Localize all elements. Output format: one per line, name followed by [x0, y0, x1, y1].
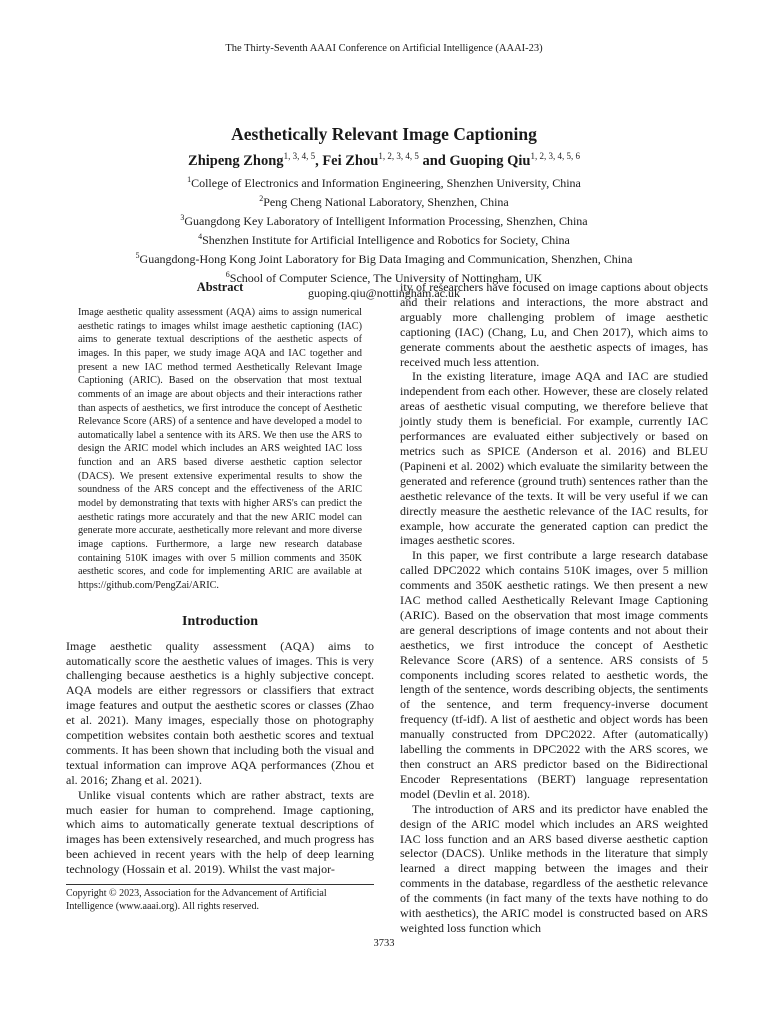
author-separator: and	[418, 152, 450, 169]
affiliation-mark: 5	[135, 251, 140, 260]
affiliation-line	[0, 229, 768, 248]
author-name: Guoping Qiu	[449, 152, 531, 169]
author-separator: ,	[315, 152, 323, 169]
right-column	[400, 280, 708, 936]
introduction-heading: Introduction	[182, 613, 258, 629]
affiliation-text: College of Electronics and Information Engineering, Shenzhen University, China	[191, 176, 581, 190]
author-affiliation-marks: 1, 2, 3, 4, 5	[378, 151, 419, 161]
abstract-text: Image aesthetic quality assessment (AQA) aims to assign numerical aesthetic ratings to images whilst image aesthetic captioning (IAC) aims to generate textual descriptions of the aesthetic aspects of images. In this paper, we study image AQA and IAC together and present a new IAC method termed Aesthetically Relevant Image Captioning (ARIC). Based on the observation that most textual comments of an image are about objects and their interactions rather than aspects of aesthetics, we first introduce the concept of Aesthetic Relevance Score (ARS) of a sentence and have developed a model to automatically label a sentence with its ARS. We then use the ARS to design the ARIC model which includes an ARS weighted IAC loss function and an ARS based diverse aesthetic caption selector (DACS). We present extensive experimental results to show the soundness of the ARS concept and the effectiveness of the ARIC model by demonstrating that texts with higher ARS's can predict the aesthetic ratings more accurately and that the new ARIC model can generate more accurate, aesthetically more relevant and more diverse image captions. Furthermore, a large new research database containing 510K images with over 5 million comments and 350K aesthetic scores, and code for implementing ARIC are available at https://github.com/PengZai/ARIC.	[78, 306, 362, 592]
abstract-section	[66, 306, 374, 593]
affiliation-line	[0, 172, 768, 191]
affiliation-text: Guangdong-Hong Kong Joint Laboratory for Big Data Imaging and Communication, Shenzhen, China	[139, 252, 633, 266]
affiliation-text: Guangdong Key Laboratory of Intelligent Information Processing, Shenzhen, China	[184, 214, 588, 228]
affiliation-mark: 6	[225, 270, 230, 279]
body-paragraph: The introduction of ARS and its predictor have enabled the design of the ARIC model which includes an ARS weighted IAC loss function and an ARS based diverse aesthetic caption selector (DACS). Unlike methods in the literature that simply learned a direct mapping between the images and their comments in the database, regardless of the aesthetic relevance of the comments (in fact many of the texts have nothing to do with aesthetics), the ARIC model is constructed based on ARS weighted loss function which	[400, 801, 708, 935]
author-name: Zhipeng Zhong	[188, 152, 284, 169]
affiliation-line	[0, 191, 768, 210]
author-name: Fei Zhou	[322, 152, 379, 169]
author-affiliation-marks: 1, 3, 4, 5	[283, 151, 316, 161]
affiliation-text: Shenzhen Institute for Artificial Intelligence and Robotics for Society, China	[202, 233, 570, 247]
abstract-heading: Abstract	[196, 280, 244, 294]
contact-email: guoping.qiu@nottingham.ac.uk	[307, 286, 461, 300]
paper-title: Aesthetically Relevant Image Captioning	[231, 124, 537, 144]
affiliation-line	[0, 248, 768, 267]
affiliation-mark: 2	[259, 194, 264, 203]
author-affiliation-marks: 1, 2, 3, 4, 5, 6	[530, 151, 580, 161]
author-list	[0, 151, 768, 170]
affiliation-line	[0, 210, 768, 229]
introduction-paragraph: Unlike visual contents which are rather abstract, texts are much easier for human to comprehend. Image captioning, which aims to automatically generate textual descriptions of images has been extensively researched, and much progress has been achieved in recent years with the help of deep learning technology (Hossain et al. 2019). Whilst the vast major-	[66, 787, 374, 877]
left-column	[66, 280, 374, 877]
copyright-footnote: Copyright © 2023, Association for the Advancement of Artificial Intelligence (www.aaai.org). All rights reserved.	[66, 884, 374, 913]
conference-header: The Thirty-Seventh AAAI Conference on Artificial Intelligence (AAAI-23)	[225, 43, 543, 54]
page-number: 3733	[373, 938, 395, 949]
introduction-section	[66, 639, 374, 878]
affiliation-text: Peng Cheng National Laboratory, Shenzhen, China	[263, 195, 509, 209]
body-paragraph: In the existing literature, image AQA and IAC are studied independent from each other. However, these are closely related areas of aesthetic visual computing, we therefore believe that jointly study them is beneficial. For example, currently IAC performances are evaluated either subjectively or based on metrics such as SPICE (Anderson et al. 2016) and BLEU (Papineni et al. 2002) which evaluate the similarity between the generated and reference (ground truth) sentences rather than the aesthetic relevance of the texts. It will be very useful if we can directly measure the aesthetic relevance of the IAC results, for example, how accurate the generated caption can predict the images aesthetic scores.	[400, 369, 708, 548]
introduction-paragraph: Image aesthetic quality assessment (AQA) aims to automatically score the aesthetic values of images. This is very challenging because aesthetics is a highly subjective concept. AQA models are either regressors or classifiers that extract image features and output the aesthetic scores or classes (Zhao et al. 2021). Many images, especially those on photography competition websites contain both aesthetic scores and textual comments. It has been shown that including both the visual and textual information can improve AQA performances (Zhou et al. 2016; Zhang et al. 2021).	[66, 638, 374, 787]
body-paragraph: In this paper, we first contribute a large research database called DPC2022 which contains 510K images, over 5 million comments and 350K aesthetic ratings. We then present a new IAC method called Aesthetically Relevant Image Captioning (ARIC). Based on the observation that most image comments are general descriptions of image contents and not about their aesthetics, we first introduce the concept of Aesthetic Relevance Score (ARS) of a sentence. ARS consists of 5 components including scores related to aesthetic words, the length of the sentence, words describing objects, the sentiments of the sentence, and term frequency-inverse document frequency (tf-idf). A list of aesthetic and object words has been manually constructed from DPC2022. After (automatically) labelling the comments in DPC2022 with the ARS scores, we then construct an ARS predictor based on the Bidirectional Encoder Representations (BERT) language representation model (Devlin et al. 2018).	[400, 548, 708, 801]
affiliation-text: School of Computer Science, The University of Nottingham, UK	[229, 271, 543, 285]
affiliation-mark: 4	[198, 232, 203, 241]
body-paragraph: ity of researchers have focused on image captions about objects and their relations and interactions, the more abstract and arguably more challenging problem of image aesthetic captioning (IAC) (Chang, Lu, and Chen 2017), which aims to generate comments about the aesthetic aspects of images, has received much less attention.	[400, 280, 708, 369]
affiliation-mark: 1	[187, 175, 192, 184]
affiliation-mark: 3	[180, 213, 185, 222]
